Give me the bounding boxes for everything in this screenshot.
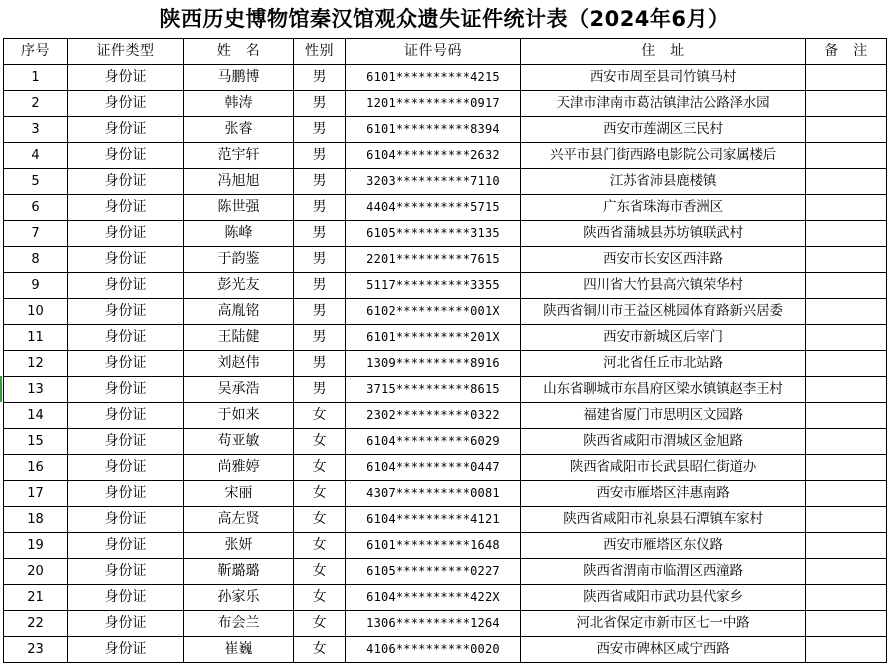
cell-address: 广东省珠海市香洲区 bbox=[521, 195, 806, 221]
cell-name: 吴承浩 bbox=[184, 377, 294, 403]
cell-doc-type: 身份证 bbox=[68, 65, 184, 91]
cell-address: 西安市碑林区咸宁西路 bbox=[521, 637, 806, 663]
cell-id-number: 6105**********0227 bbox=[346, 559, 521, 585]
cell-address: 西安市周至县司竹镇马村 bbox=[521, 65, 806, 91]
cell-remarks bbox=[806, 273, 887, 299]
cell-serial: 13 bbox=[4, 377, 68, 403]
cell-address: 天津市津南市葛沽镇津沽公路泽水园 bbox=[521, 91, 806, 117]
cell-address: 陕西省蒲城县苏坊镇联武村 bbox=[521, 221, 806, 247]
cell-name: 陈峰 bbox=[184, 221, 294, 247]
cell-id-number: 6104**********4121 bbox=[346, 507, 521, 533]
cell-gender: 男 bbox=[294, 143, 346, 169]
cell-remarks bbox=[806, 585, 887, 611]
header-name: 姓 名 bbox=[184, 39, 294, 65]
cell-id-number: 6104**********6029 bbox=[346, 429, 521, 455]
cell-name: 孙家乐 bbox=[184, 585, 294, 611]
cell-name: 王陆健 bbox=[184, 325, 294, 351]
cell-doc-type: 身份证 bbox=[68, 195, 184, 221]
cell-id-number: 6101**********201X bbox=[346, 325, 521, 351]
cell-address: 兴平市县门街西路电影院公司家属楼后 bbox=[521, 143, 806, 169]
cell-remarks bbox=[806, 65, 887, 91]
cell-gender: 女 bbox=[294, 481, 346, 507]
cell-address: 西安市雁塔区沣惠南路 bbox=[521, 481, 806, 507]
table-row bbox=[4, 533, 887, 559]
cell-name: 张妍 bbox=[184, 533, 294, 559]
cell-name: 布会兰 bbox=[184, 611, 294, 637]
cell-remarks bbox=[806, 559, 887, 585]
cell-name: 高胤铭 bbox=[184, 299, 294, 325]
cell-name: 于韵鉴 bbox=[184, 247, 294, 273]
table-row bbox=[4, 65, 887, 91]
cell-id-number: 5117**********3355 bbox=[346, 273, 521, 299]
table-row bbox=[4, 117, 887, 143]
cell-id-number: 2201**********7615 bbox=[346, 247, 521, 273]
table-row bbox=[4, 247, 887, 273]
table-row bbox=[4, 273, 887, 299]
cell-address: 河北省任丘市北站路 bbox=[521, 351, 806, 377]
row-selection-marker bbox=[0, 376, 2, 402]
cell-serial: 5 bbox=[4, 169, 68, 195]
cell-doc-type: 身份证 bbox=[68, 533, 184, 559]
cell-id-number: 2302**********0322 bbox=[346, 403, 521, 429]
cell-gender: 男 bbox=[294, 169, 346, 195]
cell-serial: 12 bbox=[4, 351, 68, 377]
cell-id-number: 4307**********0081 bbox=[346, 481, 521, 507]
cell-gender: 女 bbox=[294, 637, 346, 663]
cell-doc-type: 身份证 bbox=[68, 169, 184, 195]
table-row bbox=[4, 221, 887, 247]
cell-remarks bbox=[806, 351, 887, 377]
cell-name: 靳璐璐 bbox=[184, 559, 294, 585]
cell-serial: 20 bbox=[4, 559, 68, 585]
cell-remarks bbox=[806, 637, 887, 663]
cell-remarks bbox=[806, 455, 887, 481]
header-gender: 性别 bbox=[294, 39, 346, 65]
table-row bbox=[4, 325, 887, 351]
cell-gender: 男 bbox=[294, 247, 346, 273]
cell-doc-type: 身份证 bbox=[68, 429, 184, 455]
cell-gender: 男 bbox=[294, 273, 346, 299]
cell-remarks bbox=[806, 117, 887, 143]
table-row bbox=[4, 351, 887, 377]
cell-serial: 6 bbox=[4, 195, 68, 221]
table-row bbox=[4, 299, 887, 325]
table-row bbox=[4, 507, 887, 533]
cell-remarks bbox=[806, 377, 887, 403]
cell-gender: 男 bbox=[294, 91, 346, 117]
table-row bbox=[4, 611, 887, 637]
cell-gender: 女 bbox=[294, 429, 346, 455]
cell-serial: 16 bbox=[4, 455, 68, 481]
cell-gender: 女 bbox=[294, 585, 346, 611]
cell-address: 陕西省铜川市王益区桃园体育路新兴居委 bbox=[521, 299, 806, 325]
cell-serial: 2 bbox=[4, 91, 68, 117]
cell-name: 苟亚敏 bbox=[184, 429, 294, 455]
cell-address: 江苏省沛县鹿楼镇 bbox=[521, 169, 806, 195]
cell-id-number: 6104**********422X bbox=[346, 585, 521, 611]
table-row bbox=[4, 637, 887, 663]
cell-address: 陕西省咸阳市长武县昭仁街道办 bbox=[521, 455, 806, 481]
table-row bbox=[4, 195, 887, 221]
cell-doc-type: 身份证 bbox=[68, 455, 184, 481]
cell-name: 刘赵伟 bbox=[184, 351, 294, 377]
cell-address: 陕西省咸阳市礼泉县石潭镇车家村 bbox=[521, 507, 806, 533]
table-row bbox=[4, 585, 887, 611]
cell-serial: 9 bbox=[4, 273, 68, 299]
cell-address: 河北省保定市新市区七一中路 bbox=[521, 611, 806, 637]
cell-gender: 男 bbox=[294, 377, 346, 403]
cell-doc-type: 身份证 bbox=[68, 273, 184, 299]
cell-serial: 18 bbox=[4, 507, 68, 533]
table-row bbox=[4, 403, 887, 429]
cell-serial: 8 bbox=[4, 247, 68, 273]
cell-id-number: 6101**********4215 bbox=[346, 65, 521, 91]
cell-remarks bbox=[806, 611, 887, 637]
cell-gender: 女 bbox=[294, 559, 346, 585]
cell-doc-type: 身份证 bbox=[68, 221, 184, 247]
cell-remarks bbox=[806, 143, 887, 169]
cell-serial: 1 bbox=[4, 65, 68, 91]
cell-doc-type: 身份证 bbox=[68, 351, 184, 377]
cell-gender: 女 bbox=[294, 403, 346, 429]
cell-remarks bbox=[806, 481, 887, 507]
cell-id-number: 6101**********8394 bbox=[346, 117, 521, 143]
cell-address: 福建省厦门市思明区文园路 bbox=[521, 403, 806, 429]
cell-id-number: 6105**********3135 bbox=[346, 221, 521, 247]
cell-serial: 23 bbox=[4, 637, 68, 663]
table-row bbox=[4, 455, 887, 481]
header-id-number: 证件号码 bbox=[346, 39, 521, 65]
cell-remarks bbox=[806, 429, 887, 455]
cell-gender: 男 bbox=[294, 299, 346, 325]
cell-serial: 7 bbox=[4, 221, 68, 247]
cell-serial: 3 bbox=[4, 117, 68, 143]
cell-doc-type: 身份证 bbox=[68, 117, 184, 143]
table-row bbox=[4, 377, 887, 403]
lost-documents-table bbox=[3, 38, 887, 663]
cell-doc-type: 身份证 bbox=[68, 507, 184, 533]
cell-remarks bbox=[806, 507, 887, 533]
cell-remarks bbox=[806, 195, 887, 221]
cell-doc-type: 身份证 bbox=[68, 585, 184, 611]
cell-id-number: 3203**********7110 bbox=[346, 169, 521, 195]
cell-name: 尚雅婷 bbox=[184, 455, 294, 481]
cell-serial: 14 bbox=[4, 403, 68, 429]
cell-id-number: 1306**********1264 bbox=[346, 611, 521, 637]
header-serial: 序号 bbox=[4, 39, 68, 65]
cell-remarks bbox=[806, 91, 887, 117]
table-body bbox=[4, 65, 887, 663]
cell-id-number: 4106**********0020 bbox=[346, 637, 521, 663]
cell-name: 韩涛 bbox=[184, 91, 294, 117]
cell-doc-type: 身份证 bbox=[68, 143, 184, 169]
cell-id-number: 3715**********8615 bbox=[346, 377, 521, 403]
cell-id-number: 4404**********5715 bbox=[346, 195, 521, 221]
cell-remarks bbox=[806, 299, 887, 325]
cell-gender: 男 bbox=[294, 195, 346, 221]
cell-serial: 15 bbox=[4, 429, 68, 455]
cell-gender: 男 bbox=[294, 325, 346, 351]
cell-address: 西安市长安区西沣路 bbox=[521, 247, 806, 273]
cell-address: 西安市雁塔区东仪路 bbox=[521, 533, 806, 559]
cell-serial: 10 bbox=[4, 299, 68, 325]
cell-address: 四川省大竹县高穴镇荣华村 bbox=[521, 273, 806, 299]
cell-serial: 19 bbox=[4, 533, 68, 559]
cell-name: 高左贤 bbox=[184, 507, 294, 533]
header-remarks: 备 注 bbox=[806, 39, 887, 65]
table-header-row bbox=[4, 39, 887, 65]
table-row bbox=[4, 169, 887, 195]
cell-name: 彭光友 bbox=[184, 273, 294, 299]
header-address: 住 址 bbox=[521, 39, 806, 65]
cell-doc-type: 身份证 bbox=[68, 559, 184, 585]
cell-doc-type: 身份证 bbox=[68, 325, 184, 351]
table-row bbox=[4, 143, 887, 169]
cell-gender: 女 bbox=[294, 507, 346, 533]
cell-id-number: 1309**********8916 bbox=[346, 351, 521, 377]
cell-id-number: 1201**********0917 bbox=[346, 91, 521, 117]
cell-gender: 女 bbox=[294, 455, 346, 481]
cell-address: 西安市新城区后宰门 bbox=[521, 325, 806, 351]
page-title: 陕西历史博物馆秦汉馆观众遗失证件统计表（2024年6月） bbox=[159, 7, 730, 31]
cell-remarks bbox=[806, 221, 887, 247]
cell-address: 陕西省渭南市临渭区西潼路 bbox=[521, 559, 806, 585]
cell-gender: 男 bbox=[294, 117, 346, 143]
cell-serial: 11 bbox=[4, 325, 68, 351]
cell-name: 崔巍 bbox=[184, 637, 294, 663]
cell-serial: 22 bbox=[4, 611, 68, 637]
cell-remarks bbox=[806, 247, 887, 273]
cell-name: 张睿 bbox=[184, 117, 294, 143]
cell-address: 山东省聊城市东昌府区梁水镇镇赵李王村 bbox=[521, 377, 806, 403]
cell-gender: 男 bbox=[294, 221, 346, 247]
cell-gender: 女 bbox=[294, 533, 346, 559]
table-row bbox=[4, 91, 887, 117]
cell-id-number: 6101**********1648 bbox=[346, 533, 521, 559]
cell-remarks bbox=[806, 403, 887, 429]
cell-name: 马鹏博 bbox=[184, 65, 294, 91]
cell-gender: 男 bbox=[294, 65, 346, 91]
cell-name: 陈世强 bbox=[184, 195, 294, 221]
cell-serial: 4 bbox=[4, 143, 68, 169]
cell-address: 陕西省咸阳市渭城区金旭路 bbox=[521, 429, 806, 455]
cell-remarks bbox=[806, 533, 887, 559]
table-row bbox=[4, 429, 887, 455]
cell-doc-type: 身份证 bbox=[68, 299, 184, 325]
cell-name: 宋丽 bbox=[184, 481, 294, 507]
cell-address: 西安市莲湖区三民村 bbox=[521, 117, 806, 143]
table-row bbox=[4, 559, 887, 585]
cell-doc-type: 身份证 bbox=[68, 481, 184, 507]
cell-name: 冯旭旭 bbox=[184, 169, 294, 195]
cell-doc-type: 身份证 bbox=[68, 91, 184, 117]
table-row bbox=[4, 481, 887, 507]
cell-gender: 男 bbox=[294, 351, 346, 377]
header-doc-type: 证件类型 bbox=[68, 39, 184, 65]
cell-serial: 17 bbox=[4, 481, 68, 507]
cell-serial: 21 bbox=[4, 585, 68, 611]
cell-id-number: 6104**********0447 bbox=[346, 455, 521, 481]
cell-doc-type: 身份证 bbox=[68, 247, 184, 273]
cell-name: 于如来 bbox=[184, 403, 294, 429]
cell-remarks bbox=[806, 169, 887, 195]
cell-doc-type: 身份证 bbox=[68, 611, 184, 637]
cell-doc-type: 身份证 bbox=[68, 637, 184, 663]
cell-id-number: 6102**********001X bbox=[346, 299, 521, 325]
cell-address: 陕西省咸阳市武功县代家乡 bbox=[521, 585, 806, 611]
cell-gender: 女 bbox=[294, 611, 346, 637]
cell-doc-type: 身份证 bbox=[68, 403, 184, 429]
cell-doc-type: 身份证 bbox=[68, 377, 184, 403]
cell-name: 范宇轩 bbox=[184, 143, 294, 169]
cell-id-number: 6104**********2632 bbox=[346, 143, 521, 169]
cell-remarks bbox=[806, 325, 887, 351]
